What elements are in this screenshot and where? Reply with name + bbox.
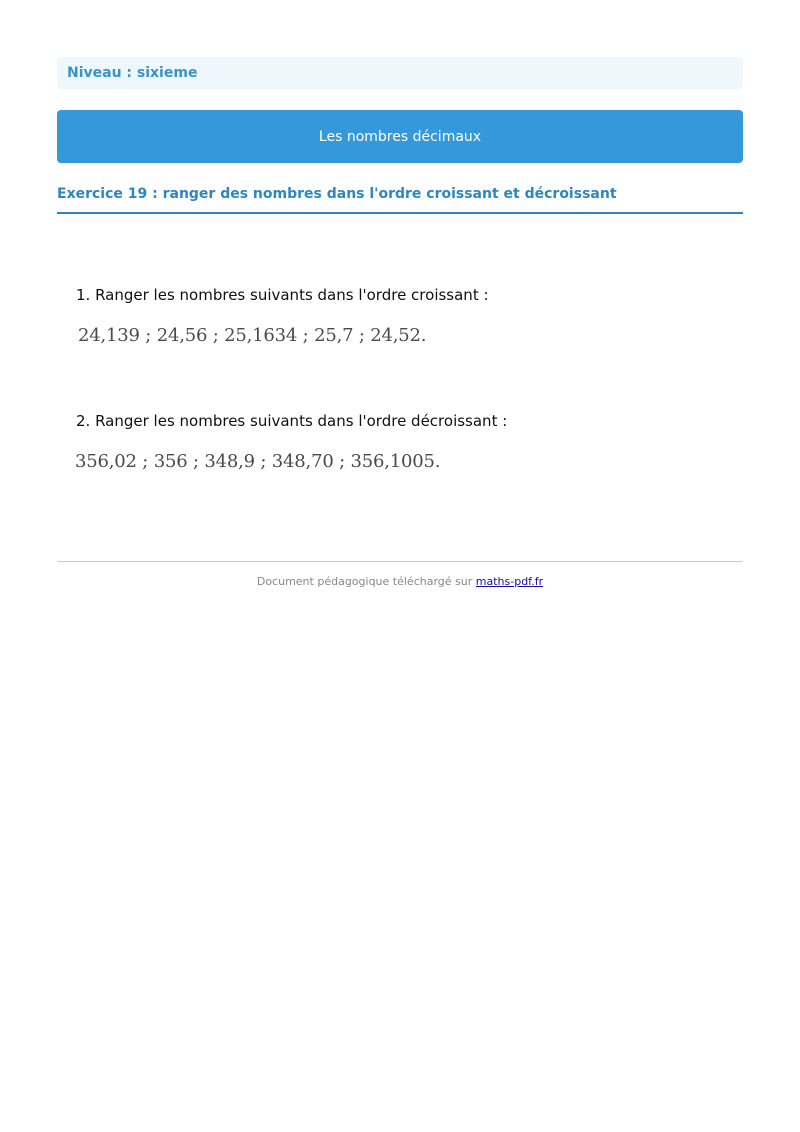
footer-text: Document pédagogique téléchargé sur [256, 575, 473, 588]
question-1-text: 1. Ranger les nombres suivants dans l'ordre croissant : [76, 286, 489, 304]
question-2-numbers: 356,02 ; 356 ; 348,9 ; 348,70 ; 356,1005. [75, 451, 441, 472]
level-label: Niveau : sixieme [67, 65, 198, 81]
question-1-numbers: 24,139 ; 24,56 ; 25,1634 ; 25,7 ; 24,52. [78, 325, 427, 346]
exercise-heading: Exercice 19 : ranger des nombres dans l'ordre croissant et décroissant [57, 184, 743, 214]
title-banner [57, 110, 743, 163]
page-title: Les nombres décimaux [318, 128, 482, 145]
question-2-text: 2. Ranger les nombres suivants dans l'ordre décroissant : [76, 412, 508, 430]
footer [57, 575, 743, 588]
level-bar [57, 57, 743, 89]
footer-divider [57, 561, 743, 562]
footer-link[interactable]: maths-pdf.fr [475, 575, 544, 588]
